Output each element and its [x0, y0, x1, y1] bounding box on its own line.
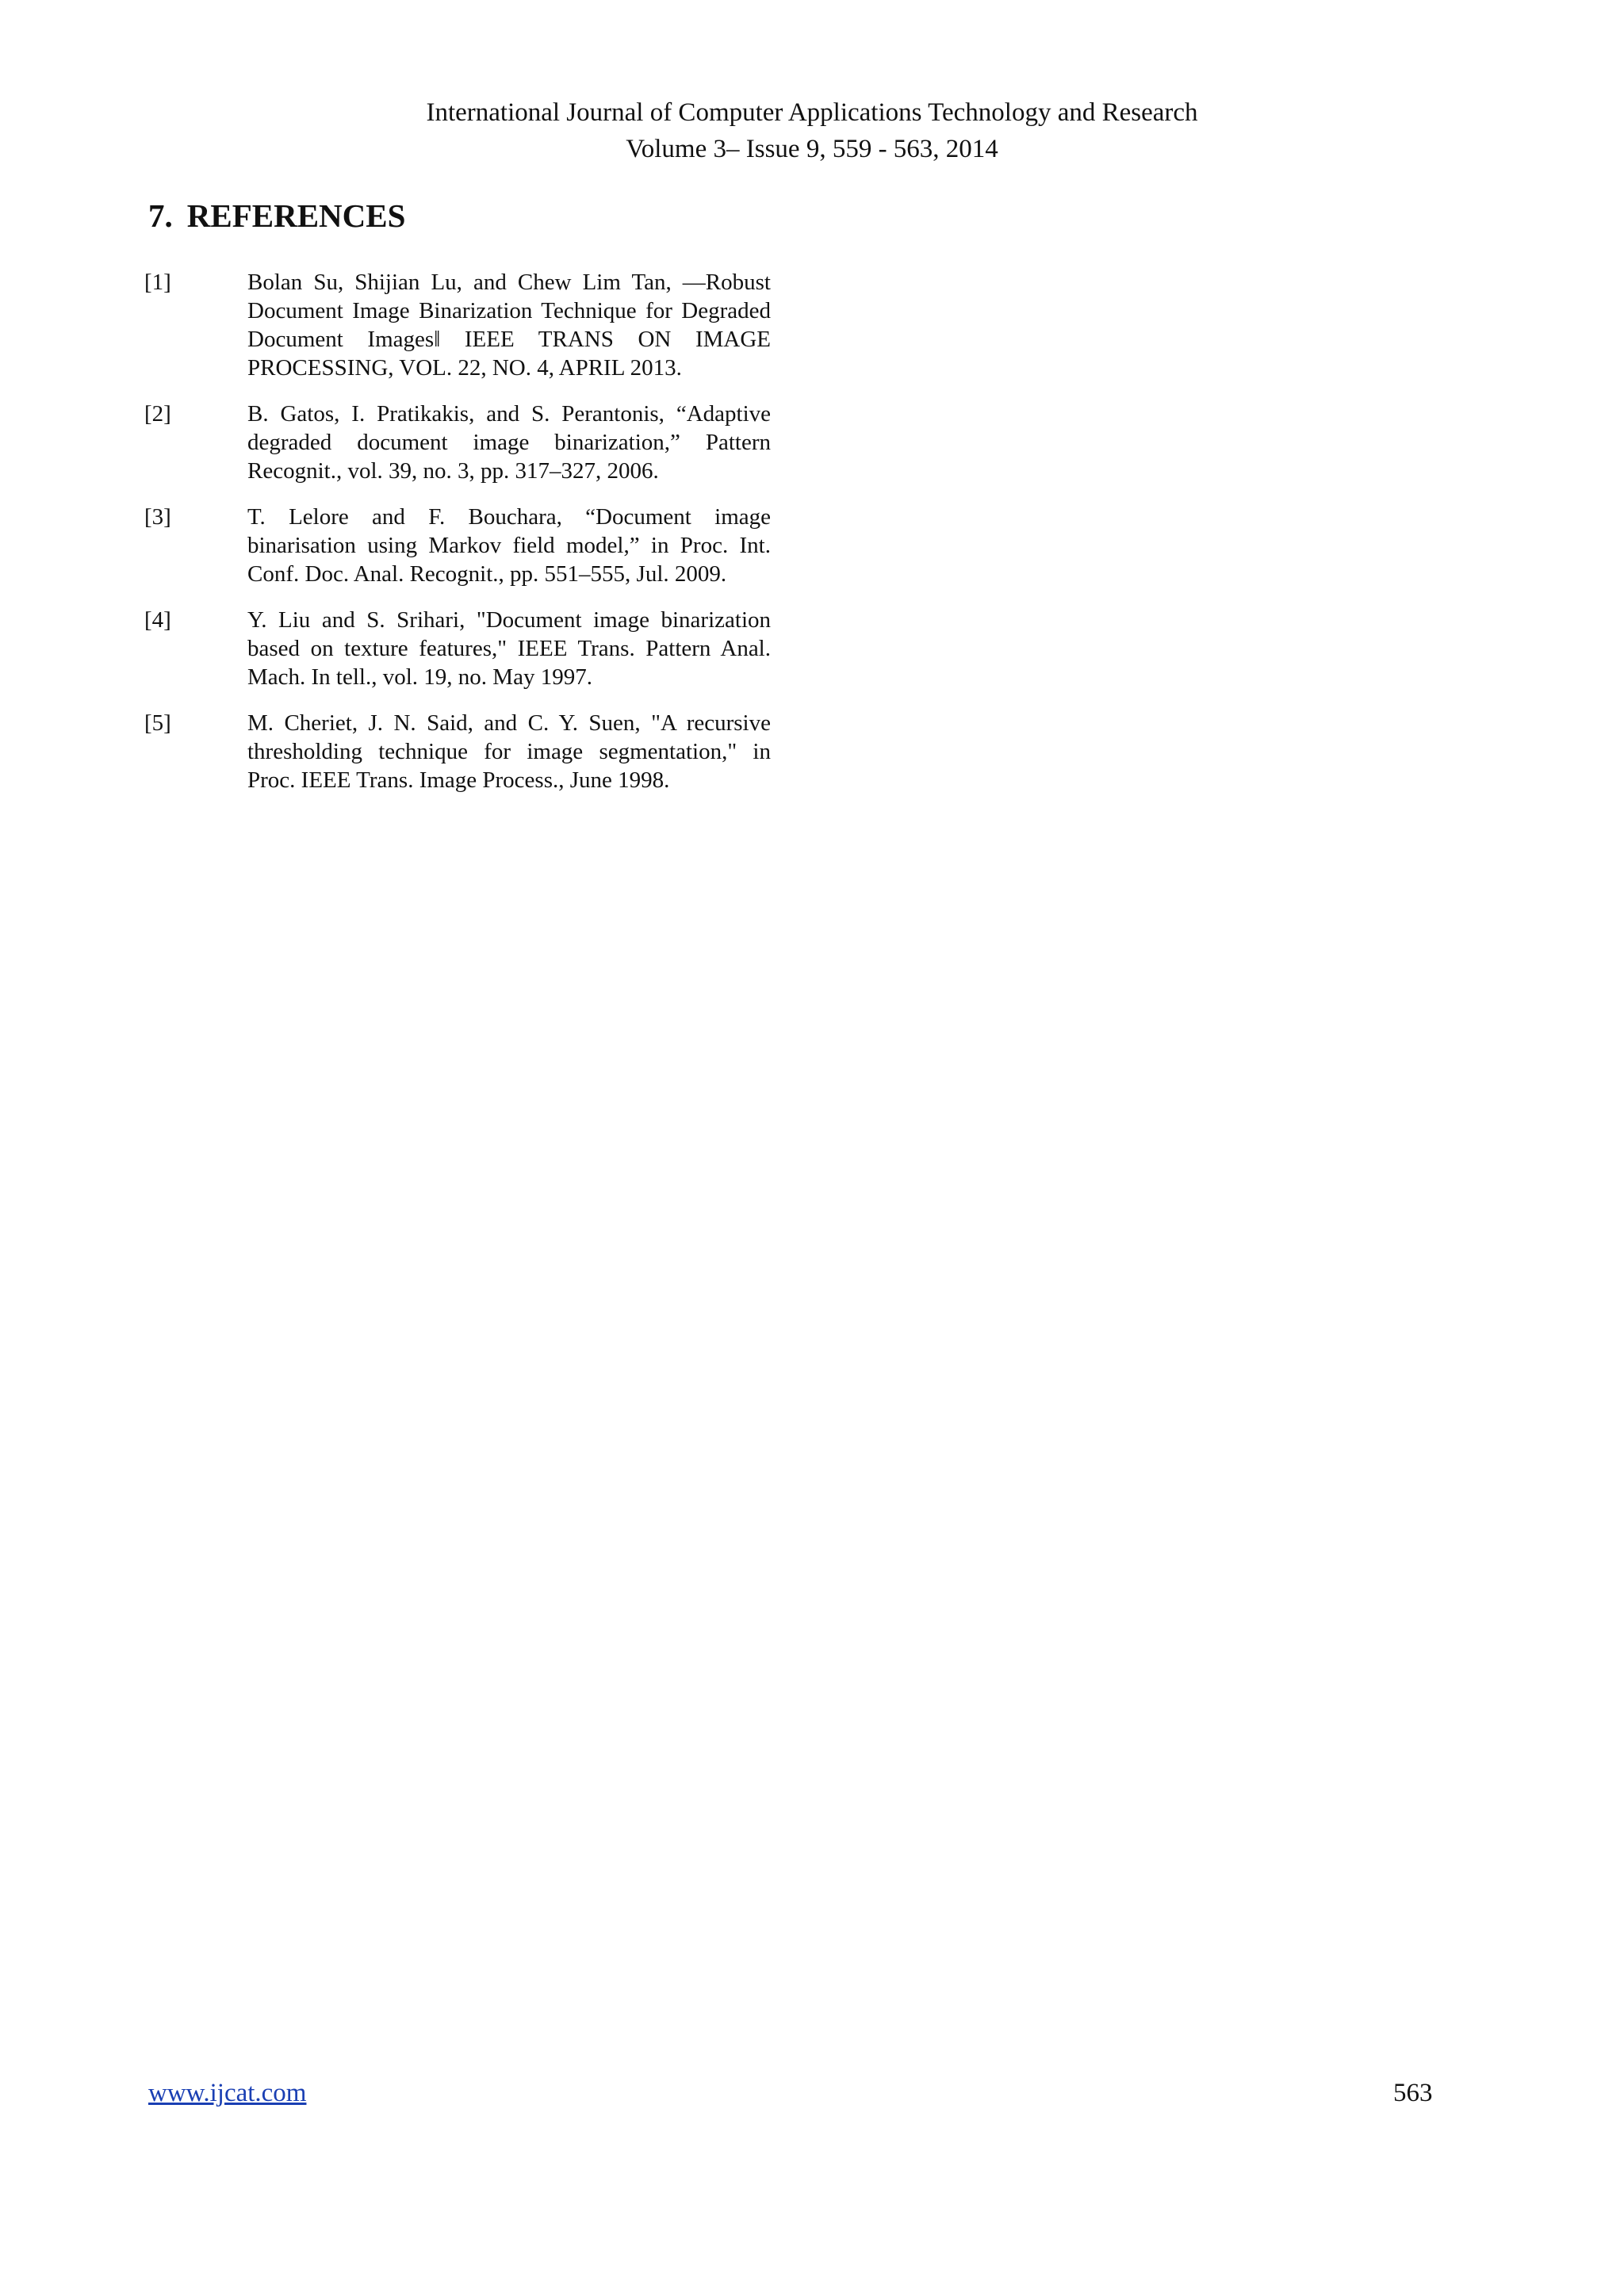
volume-info: Volume 3– Issue 9, 559 - 563, 2014 — [626, 135, 998, 163]
reference-text: M. Cheriet, J. N. Said, and C. Y. Suen, "A recursive thresholding technique for image segmentation," in Proc. IEEE Trans. Image Process., June 1998. — [247, 710, 771, 793]
section-heading — [148, 193, 405, 238]
reference-label: [1] — [144, 270, 171, 295]
reference-item — [144, 400, 771, 485]
journal-title: International Journal of Computer Applications Technology and Research — [426, 98, 1198, 127]
website-link[interactable]: www.ijcat.com — [148, 2079, 307, 2107]
reference-text: T. Lelore and F. Bouchara, “Document image binarisation using Markov field model,” in Proc. Int. Conf. Doc. Anal. Recognit., pp. 551–555, Jul. 2009. — [247, 504, 771, 587]
reference-item — [144, 606, 771, 691]
reference-label: [2] — [144, 401, 171, 427]
reference-text: Bolan Su, Shijian Lu, and Chew Lim Tan, ―Robust Document Image Binarization Technique for Degraded Document Images‖ IEEE TRANS ON IMAGE PROCESSING, VOL. 22, NO. 4, APRIL 2013. — [247, 270, 771, 381]
reference-text: B. Gatos, I. Pratikakis, and S. Perantonis, “Adaptive degraded document image binarization,” Pattern Recognit., vol. 39, no. 3, pp. 317–327, 2006. — [247, 401, 771, 484]
reference-item — [144, 503, 771, 588]
reference-label: [4] — [144, 607, 171, 633]
reference-label: [3] — [144, 504, 171, 530]
section-title: REFERENCES — [186, 197, 406, 234]
reference-list — [144, 268, 771, 812]
section-number: 7. — [148, 197, 173, 234]
reference-item — [144, 268, 771, 382]
reference-label: [5] — [144, 710, 171, 736]
reference-item — [144, 709, 771, 794]
page-number: 563 — [1393, 2079, 1433, 2107]
reference-text: Y. Liu and S. Srihari, "Document image binarization based on texture features," IEEE Trans. Pattern Anal. Mach. In tell., vol. 19, no. May 1997. — [247, 607, 771, 690]
